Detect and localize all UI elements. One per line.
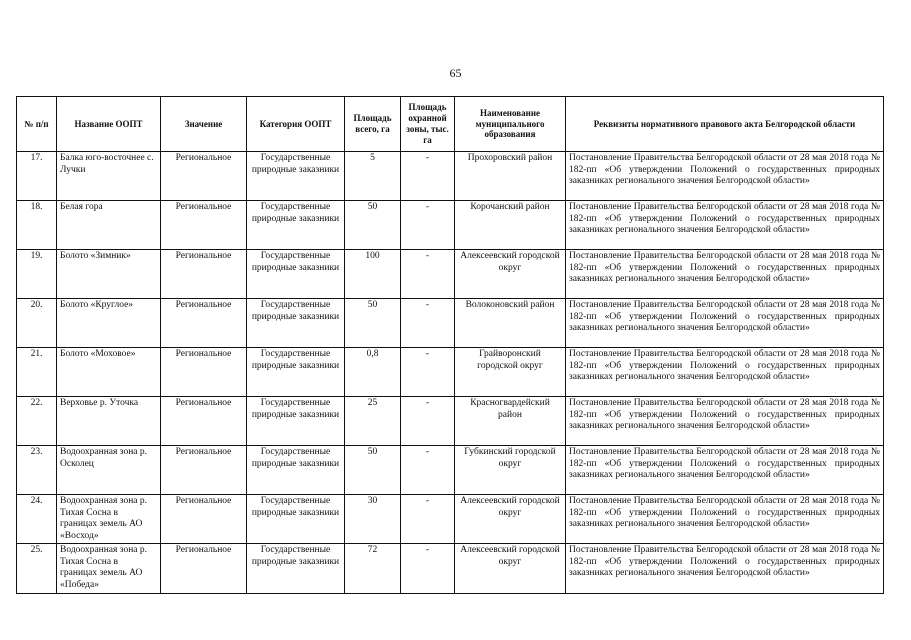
- table-row: [17, 152, 884, 201]
- area-category: Государственные природные заказники: [247, 495, 345, 544]
- row-number: 21.: [17, 348, 57, 397]
- municipality: Алексеевский городской округ: [455, 544, 566, 593]
- area-significance: Региональное: [161, 152, 247, 201]
- area-significance: Региональное: [161, 495, 247, 544]
- table-row: [17, 544, 884, 593]
- table-row: [17, 397, 884, 446]
- area-name: Болото «Моховое»: [57, 348, 161, 397]
- row-number: 19.: [17, 250, 57, 299]
- protected-areas-table: [16, 96, 884, 594]
- area-total: 25: [345, 397, 401, 446]
- area-category: Государственные природные заказники: [247, 250, 345, 299]
- area-name: Болото «Зимник»: [57, 250, 161, 299]
- header-legal-act: Реквизиты нормативного правового акта Белгородской области: [566, 97, 884, 152]
- area-name: Белая гора: [57, 201, 161, 250]
- legal-act: Постановление Правительства Белгородской области от 28 мая 2018 года № 182-пп «Об утверждении Положений о государственных природных заказниках регионального значения Белгородской области»: [566, 299, 884, 348]
- header-name: Название ООПТ: [57, 97, 161, 152]
- area-total: 0,8: [345, 348, 401, 397]
- area-category: Государственные природные заказники: [247, 152, 345, 201]
- buffer-area: -: [401, 348, 455, 397]
- row-number: 22.: [17, 397, 57, 446]
- buffer-area: -: [401, 495, 455, 544]
- table-row: [17, 446, 884, 495]
- header-significance: Значение: [161, 97, 247, 152]
- buffer-area: -: [401, 201, 455, 250]
- buffer-area: -: [401, 397, 455, 446]
- legal-act: Постановление Правительства Белгородской области от 28 мая 2018 года № 182-пп «Об утверждении Положений о государственных природных заказниках регионального значения Белгородской области»: [566, 348, 884, 397]
- page-number: 65: [449, 66, 462, 80]
- buffer-area: -: [401, 544, 455, 593]
- table-row: [17, 201, 884, 250]
- legal-act: Постановление Правительства Белгородской области от 28 мая 2018 года № 182-пп «Об утверждении Положений о государственных природных заказниках регионального значения Белгородской области»: [566, 446, 884, 495]
- table-row: [17, 495, 884, 544]
- legal-act: Постановление Правительства Белгородской области от 28 мая 2018 года № 182-пп «Об утверждении Положений о государственных природных заказниках регионального значения Белгородской области»: [566, 397, 884, 446]
- header-category: Категория ООПТ: [247, 97, 345, 152]
- municipality: Алексеевский городской округ: [455, 495, 566, 544]
- area-significance: Региональное: [161, 397, 247, 446]
- municipality: Волоконовский район: [455, 299, 566, 348]
- area-name: Верховье р. Уточка: [57, 397, 161, 446]
- area-significance: Региональное: [161, 544, 247, 593]
- buffer-area: -: [401, 250, 455, 299]
- legal-act: Постановление Правительства Белгородской области от 28 мая 2018 года № 182-пп «Об утверждении Положений о государственных природных заказниках регионального значения Белгородской области»: [566, 201, 884, 250]
- area-significance: Региональное: [161, 348, 247, 397]
- row-number: 23.: [17, 446, 57, 495]
- area-name: Водоохранная зона р. Тихая Сосна в границах земель АО «Восход»: [57, 495, 161, 544]
- municipality: Грайворонский городской округ: [455, 348, 566, 397]
- area-significance: Региональное: [161, 446, 247, 495]
- area-significance: Региональное: [161, 250, 247, 299]
- header-number: № п/п: [17, 97, 57, 152]
- area-total: 100: [345, 250, 401, 299]
- header-buffer-area: Площадь охранной зоны, тыс. га: [401, 97, 455, 152]
- area-name: Водоохранная зона р. Осколец: [57, 446, 161, 495]
- buffer-area: -: [401, 152, 455, 201]
- table-row: [17, 348, 884, 397]
- area-total: 50: [345, 201, 401, 250]
- area-name: Болото «Круглое»: [57, 299, 161, 348]
- area-name: Балка юго-восточнее с. Лучки: [57, 152, 161, 201]
- row-number: 18.: [17, 201, 57, 250]
- area-category: Государственные природные заказники: [247, 446, 345, 495]
- area-total: 50: [345, 299, 401, 348]
- row-number: 25.: [17, 544, 57, 593]
- header-municipality: Наименование муниципального образования: [455, 97, 566, 152]
- municipality: Корочанский район: [455, 201, 566, 250]
- municipality: Губкинский городской округ: [455, 446, 566, 495]
- area-name: Водоохранная зона р. Тихая Сосна в границах земель АО «Победа»: [57, 544, 161, 593]
- area-category: Государственные природные заказники: [247, 397, 345, 446]
- area-category: Государственные природные заказники: [247, 201, 345, 250]
- municipality: Красногвардейский район: [455, 397, 566, 446]
- table-row: [17, 250, 884, 299]
- area-total: 5: [345, 152, 401, 201]
- municipality: Алексеевский городской округ: [455, 250, 566, 299]
- table-row: [17, 299, 884, 348]
- table-header-row: [17, 97, 884, 152]
- legal-act: Постановление Правительства Белгородской области от 28 мая 2018 года № 182-пп «Об утверждении Положений о государственных природных заказниках регионального значения Белгородской области»: [566, 152, 884, 201]
- row-number: 20.: [17, 299, 57, 348]
- header-area: Площадь всего, га: [345, 97, 401, 152]
- row-number: 24.: [17, 495, 57, 544]
- area-total: 30: [345, 495, 401, 544]
- area-category: Государственные природные заказники: [247, 299, 345, 348]
- legal-act: Постановление Правительства Белгородской области от 28 мая 2018 года № 182-пп «Об утверждении Положений о государственных природных заказниках регионального значения Белгородской области»: [566, 544, 884, 593]
- area-category: Государственные природные заказники: [247, 348, 345, 397]
- buffer-area: -: [401, 446, 455, 495]
- area-category: Государственные природные заказники: [247, 544, 345, 593]
- legal-act: Постановление Правительства Белгородской области от 28 мая 2018 года № 182-пп «Об утверждении Положений о государственных природных заказниках регионального значения Белгородской области»: [566, 250, 884, 299]
- legal-act: Постановление Правительства Белгородской области от 28 мая 2018 года № 182-пп «Об утверждении Положений о государственных природных заказниках регионального значения Белгородской области»: [566, 495, 884, 544]
- area-significance: Региональное: [161, 299, 247, 348]
- area-total: 72: [345, 544, 401, 593]
- municipality: Прохоровский район: [455, 152, 566, 201]
- buffer-area: -: [401, 299, 455, 348]
- row-number: 17.: [17, 152, 57, 201]
- area-significance: Региональное: [161, 201, 247, 250]
- area-total: 50: [345, 446, 401, 495]
